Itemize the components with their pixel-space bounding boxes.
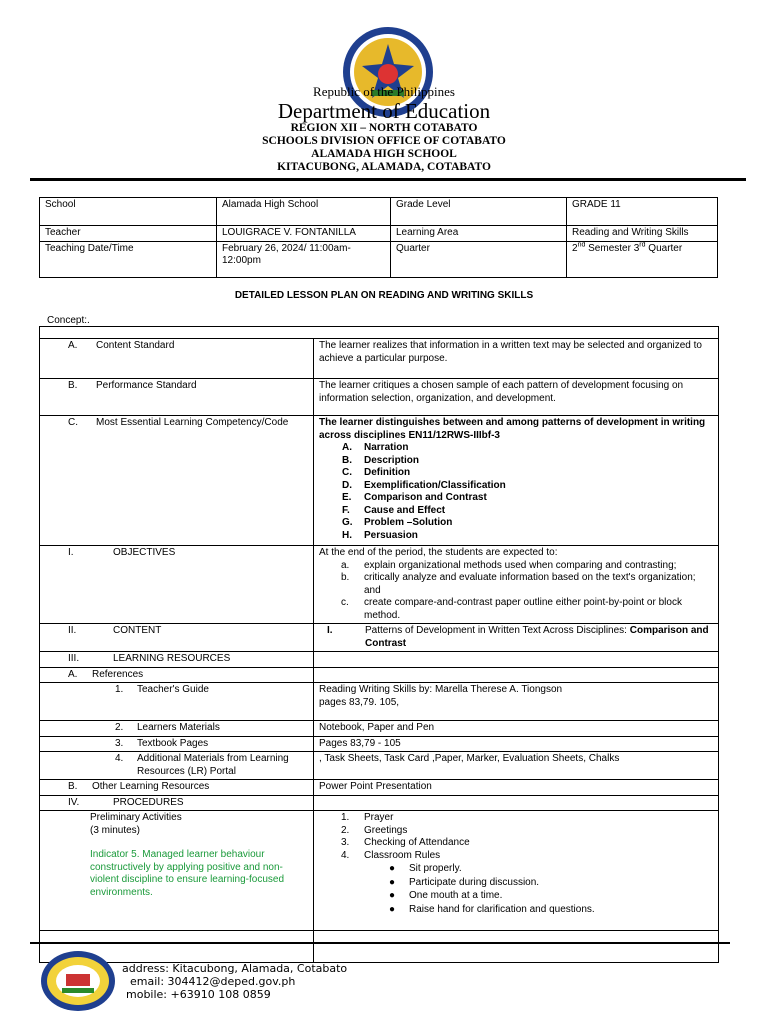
school-logo: [40, 950, 116, 1012]
footer-mobile: mobile: +63910 108 0859: [126, 988, 271, 1001]
footer-address: address: Kitacubong, Alamada, Cotabato: [122, 962, 348, 975]
teachers-guide-pages: pages 83,79. 105,: [319, 696, 400, 708]
content-standard-text: The learner realizes that information in a written text may be selected and organized to achieve a particular purpose.: [314, 339, 719, 379]
resources-label: III. LEARNING RESOURCES: [40, 652, 314, 668]
content-cell: I. Patterns of Development in Written Text Across Disciplines: Comparison and Contrast: [314, 624, 719, 652]
footer-email: email: 304412@deped.gov.ph: [130, 975, 296, 988]
teachers-guide-label: 1. Teacher's Guide: [40, 683, 314, 721]
melc-item: B. Description: [342, 454, 420, 466]
address-text: KITACUBONG, ALAMADA, COTABATO: [277, 161, 491, 173]
teacher-label: Teacher: [40, 226, 217, 242]
textbook-label: 3. Textbook Pages: [40, 736, 314, 752]
resources-value: [314, 652, 719, 668]
other-resources-label: B. Other Learning Resources: [40, 780, 314, 796]
activity-item: 3. Checking of Attendance: [341, 837, 470, 848]
melc-item: D. Exemplification/Classification: [342, 479, 506, 491]
references-value: [314, 667, 719, 683]
activity-item: 4. Classroom Rules: [341, 849, 441, 861]
grade-label: Grade Level: [391, 198, 567, 226]
rule-item: ● Participate during discussion.: [389, 876, 540, 888]
date-label: Teaching Date/Time: [40, 241, 217, 277]
objective-item: c. create compare-and-contrast paper outline either point-by-point or block method.: [341, 597, 682, 621]
plan-table: [39, 338, 719, 963]
school-value: Alamada High School: [217, 198, 391, 226]
school-label: School: [40, 198, 217, 226]
lesson-plan-title: DETAILED LESSON PLAN ON READING AND WRITING SKILLS: [234, 290, 534, 301]
preliminary-label: Preliminary Activities: [90, 812, 182, 823]
melc-item: H. Persuasion: [342, 529, 418, 541]
teachers-guide-text: Reading Writing Skills by: Marella Therese A. Tiongson: [319, 684, 563, 695]
teachers-guide-cell: [314, 683, 719, 721]
objectives-cell: [314, 546, 719, 624]
performance-standard-text: The learner critiques a chosen sample of each pattern of development focusing on information selection, organization, and development.: [314, 379, 719, 416]
performance-standard-label: B. Performance Standard: [40, 379, 314, 416]
rule-item: ● Sit properly.: [389, 863, 462, 874]
school-text: ALAMADA HIGH SCHOOL: [311, 148, 457, 160]
republic-text: Republic of the Philippines: [313, 84, 455, 99]
objectives-label: I. OBJECTIVES: [40, 546, 314, 624]
activity-item: 2. Greetings: [341, 824, 408, 836]
learners-materials-text: Notebook, Paper and Pen: [314, 721, 719, 737]
indicator-note: Indicator 5. Managed learner behaviour constructively by applying positive and non-violent discipline to ensure learning-focused environments.: [90, 849, 285, 898]
learners-materials-label: 2. Learners Materials: [40, 721, 314, 737]
rule-item: ● Raise hand for clarification and questions.: [389, 903, 595, 915]
preliminary-cell: [40, 811, 314, 963]
quarter-label: Quarter: [391, 241, 567, 277]
footer-divider: [30, 942, 730, 944]
header-divider: [30, 178, 746, 181]
procedures-label: IV. PROCEDURES: [40, 795, 314, 811]
melc-item: G. Problem –Solution: [342, 517, 453, 528]
procedures-value: [314, 795, 719, 811]
division-text: SCHOOLS DIVISION OFFICE OF COTABATO: [262, 135, 506, 147]
preliminary-activities: [314, 811, 719, 963]
info-table: [39, 197, 718, 278]
preliminary-time: (3 minutes): [90, 824, 141, 836]
concept-label: Concept:.: [47, 315, 90, 326]
other-resources-text: Power Point Presentation: [314, 780, 719, 796]
melc-item: E. Comparison and Contrast: [342, 492, 487, 503]
additional-text: , Task Sheets, Task Card ,Paper, Marker, Evaluation Sheets, Chalks: [314, 752, 719, 780]
melc-item: F. Cause and Effect: [342, 504, 446, 516]
area-value: Reading and Writing Skills: [567, 226, 718, 242]
melc-item: A. Narration: [342, 442, 409, 453]
region-text: REGION XII – NORTH COTABATO: [290, 122, 478, 134]
melc-text: The learner distinguishes between and among patterns of development in writing across disciplines EN11/12RWS-IIIbf-3: [319, 417, 706, 441]
objective-item: a. explain organizational methods used when comparing and contrasting;: [341, 559, 677, 571]
date-value: February 26, 2024/ 11:00am-12:00pm: [217, 241, 391, 277]
area-label: Learning Area: [391, 226, 567, 242]
activity-item: 1. Prayer: [341, 812, 394, 823]
department-title: Department of Education: [277, 99, 491, 123]
objective-item: b. critically analyze and evaluate information based on the text's organization; and: [341, 572, 696, 596]
references-label: A. References: [40, 667, 314, 683]
teacher-value: LOUIGRACE V. FONTANILLA: [217, 226, 391, 242]
objectives-intro: At the end of the period, the students are expected to:: [319, 547, 558, 558]
rule-item: ● One mouth at a time.: [389, 890, 503, 901]
melc-label: C. Most Essential Learning Competency/Code: [40, 416, 314, 546]
melc-cell: [314, 416, 719, 546]
melc-item: C. Definition: [342, 467, 411, 478]
content-standard-label: A. Content Standard: [40, 339, 314, 379]
content-label: II. CONTENT: [40, 624, 314, 652]
additional-label: 4. Additional Materials from Learning Resources (LR) Portal: [40, 752, 314, 780]
footer-contact: [122, 962, 347, 1001]
grade-value: GRADE 11: [567, 198, 718, 226]
melc-list: [319, 442, 713, 542]
textbook-text: Pages 83,79 - 105: [314, 736, 719, 752]
quarter-value: 2nd Semester 3rd Quarter: [567, 241, 718, 277]
